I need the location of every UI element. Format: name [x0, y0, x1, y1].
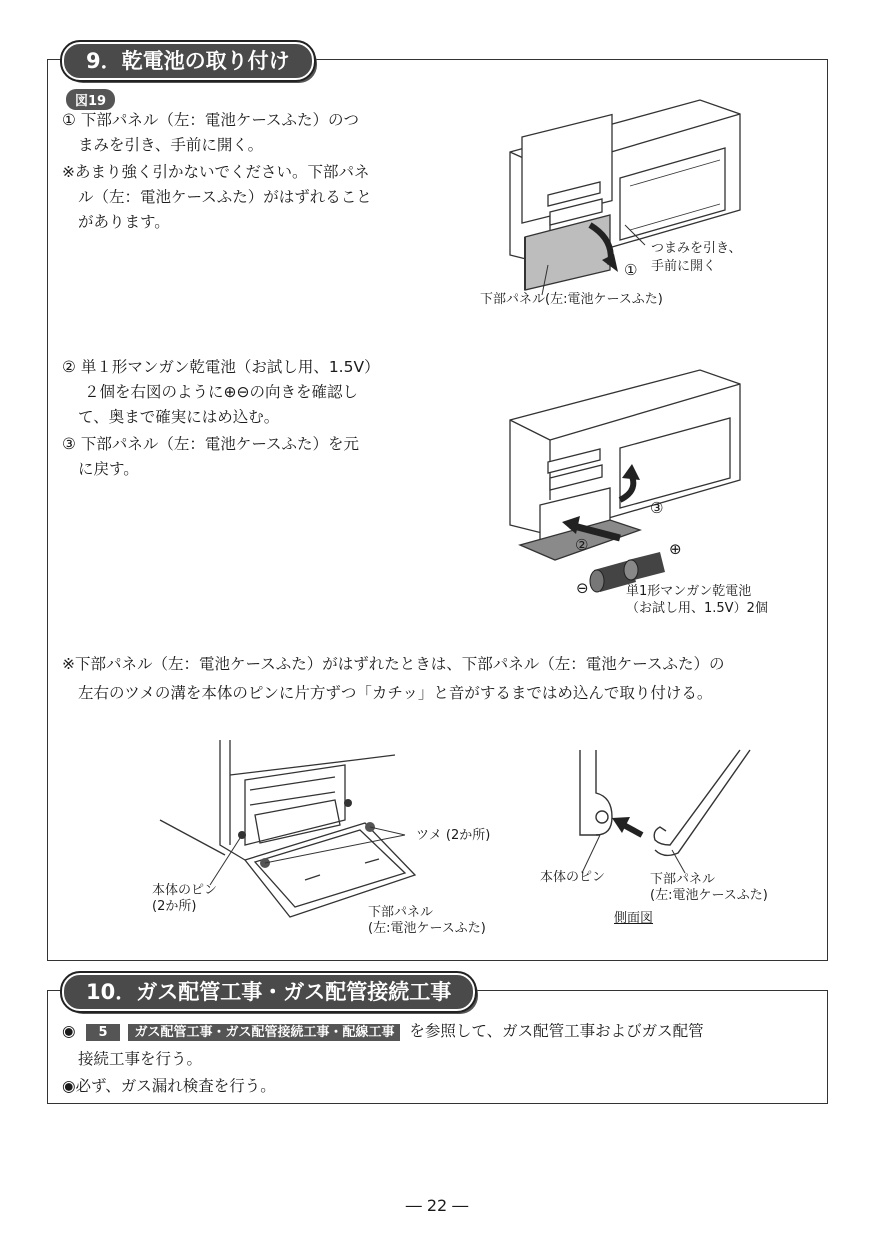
figure-2-illustration	[500, 360, 770, 610]
fig3-tsume-label: ツメ (2か所)	[416, 828, 491, 843]
figure-label: 図19	[66, 89, 115, 110]
step-2-line: て、奥まで確実にはめ込む。	[78, 408, 280, 426]
section-10-ref-line	[62, 1018, 704, 1046]
leak-test-line: ◉必ず、ガス漏れ検査を行う。	[62, 1077, 276, 1095]
fig1-marker-1: ①	[624, 261, 638, 279]
step-1-line: ① 下部パネル（左：電池ケースふた）のつ	[62, 111, 360, 129]
battery-label-line: 単1形マンガン乾電池	[626, 584, 752, 599]
step-3-text	[62, 432, 359, 482]
fig1-callout-pull-knob	[651, 240, 741, 276]
note-1-line: ※あまり強く引かないでください。下部パネ	[62, 163, 370, 181]
fig3-panel-label	[368, 905, 486, 937]
step-2-line: ② 単１形マンガン乾電池（お試し用、1.5V）	[62, 358, 380, 376]
bullet-icon: ◉	[62, 1022, 76, 1040]
fig3-pin-label	[152, 883, 217, 915]
ref-section-number: 5	[86, 1024, 119, 1041]
ref-line-text: を参照して、ガス配管工事およびガス配管	[409, 1022, 704, 1040]
note-2-line: ※下部パネル（左：電池ケースふた）がはずれたときは、下部パネル（左：電池ケースふた）の	[62, 655, 725, 673]
note-2-text	[62, 650, 724, 708]
fig1-panel-label: 下部パネル(左:電池ケースふた)	[480, 292, 663, 307]
section-9-title: 9．乾電池の取り付け	[62, 42, 314, 80]
panel-label-line: (左:電池ケースふた)	[368, 921, 486, 936]
figure-4-side-view	[560, 745, 760, 875]
fig4-panel-label	[650, 872, 768, 904]
pin-label-line: (2か所)	[152, 899, 197, 914]
fig2-marker-2: ②	[575, 536, 589, 554]
step-1-line: まみを引き、手前に開く。	[78, 136, 264, 154]
panel-label-line: (左:電池ケースふた)	[650, 888, 768, 903]
note-1-text	[62, 160, 372, 235]
panel-label-line: 下部パネル	[368, 905, 434, 920]
step-3-line: ③ 下部パネル（左：電池ケースふた）を元	[62, 435, 360, 453]
step-2-line: ２個を右図のように⊕⊖の向きを確認し	[84, 383, 358, 401]
step-3-line: に戻す。	[78, 460, 139, 478]
pin-label-line: 本体のピン	[152, 883, 218, 898]
ref-line-continuation: 接続工事を行う。	[78, 1050, 203, 1068]
section-10-line-1	[62, 1018, 704, 1100]
fig2-plus: ⊕	[669, 540, 682, 558]
note-1-line: があります。	[78, 213, 170, 231]
fig4-pin-label: 本体のピン	[540, 870, 606, 885]
fig2-battery-label	[626, 583, 768, 617]
callout-line: 手前に開く	[651, 259, 717, 274]
fig4-caption: 側面図	[614, 911, 654, 926]
fig2-minus: ⊖	[576, 579, 589, 597]
step-2-text	[62, 355, 380, 430]
page-number: ― 22 ―	[405, 1196, 469, 1215]
note-2-line: 左右のツメの溝を本体のピンに片方ずつ「カチッ」と音がするまではめ込んで取り付ける。	[78, 684, 713, 702]
ref-section-title: ガス配管工事・ガス配管接続工事・配線工事	[128, 1024, 400, 1041]
step-1-text	[62, 108, 359, 158]
battery-label-line: （お試し用、1.5V）2個	[626, 601, 768, 616]
note-1-line: ル（左：電池ケースふた）がはずれること	[78, 188, 372, 206]
callout-line: つまみを引き、	[651, 241, 742, 256]
fig2-marker-3: ③	[650, 499, 664, 517]
section-10-title: 10．ガス配管工事・ガス配管接続工事	[62, 973, 475, 1011]
panel-label-line: 下部パネル	[650, 872, 716, 887]
